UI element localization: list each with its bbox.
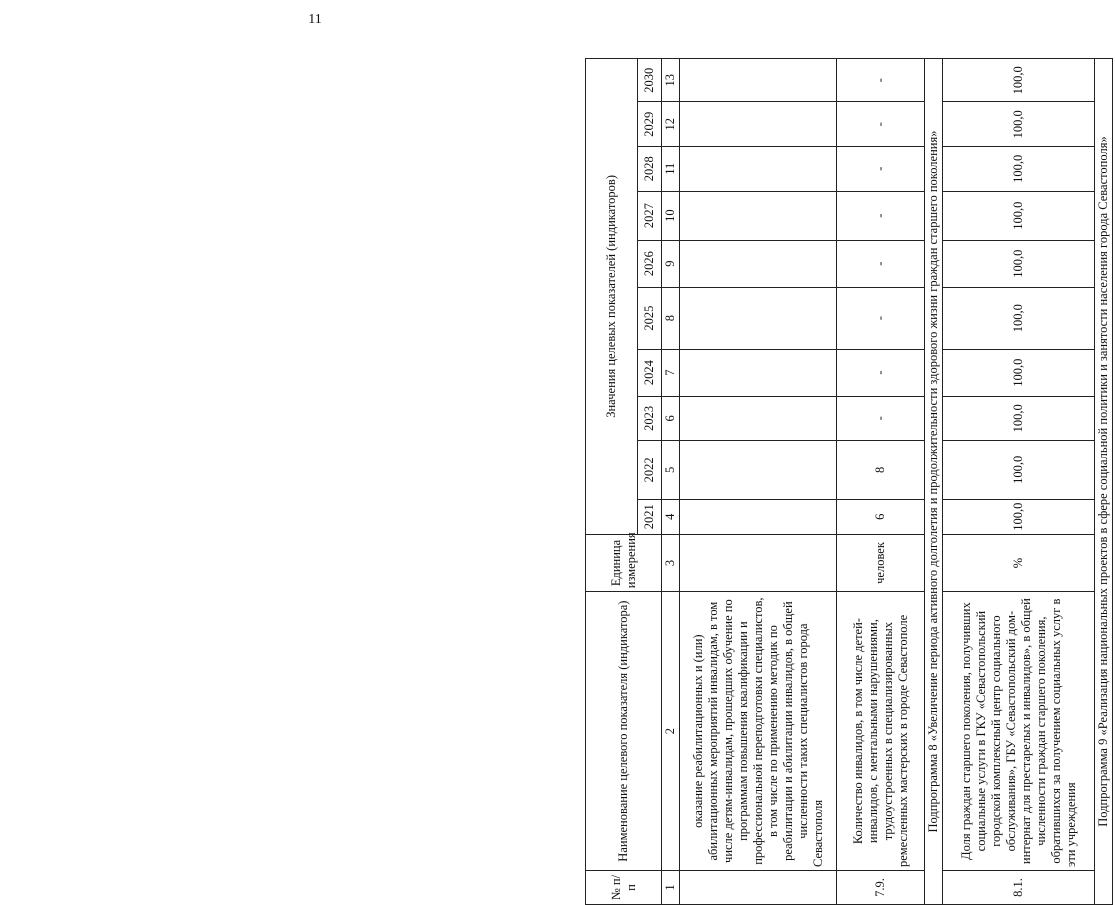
col-number: 2 [662,592,680,871]
col-number: 4 [662,499,680,534]
row-num: 8.1. [943,871,1095,905]
rotated-table-container [585,58,1115,905]
col-number: 5 [662,441,680,500]
row-value: 6 [837,499,925,534]
indicators-table [585,58,1113,905]
row-value [680,147,837,192]
row-value: 100,0 [943,349,1095,396]
row-value: - [837,59,925,103]
row-name: Количество инвалидов, в том числе детей-инвалидов, с ментальными нарушениями, трудоустроенных в специализированных ремесленных мастерских в городе Севастополе [837,592,925,871]
year-cell: 2023 [638,396,662,441]
col-number: 13 [662,59,680,103]
year-cell: 2027 [638,191,662,240]
row-num [680,871,837,905]
section-row [1095,59,1113,905]
row-value: 100,0 [943,396,1095,441]
row-value [680,102,837,147]
header-unit: Единица измерения [586,534,662,591]
row-value: - [837,287,925,349]
row-value: - [837,240,925,287]
row-value [680,191,837,240]
section-title-9: Подпрограмма 9 «Реализация национальных проектов в сфере социальной политики и занятости населения города Севастополя» [1095,59,1113,905]
row-value: 100,0 [943,287,1095,349]
col-number: 7 [662,349,680,396]
row-unit [680,534,837,591]
header-num: № п/п [586,871,662,905]
row-value: 8 [837,441,925,500]
year-cell: 2024 [638,349,662,396]
header-name: Наименование целевого показателя (индикатора) [586,592,662,871]
row-value: 100,0 [943,240,1095,287]
section-title-8: Подпрограмма 8 «Увеличение периода активного долголетия и продолжительности здорового жизни граждан старшего поколения» [925,59,943,905]
year-cell: 2029 [638,102,662,147]
row-value: - [837,147,925,192]
row-value: - [837,396,925,441]
table-row [943,59,1095,905]
year-cell: 2030 [638,59,662,103]
row-value: 100,0 [943,441,1095,500]
year-cell: 2025 [638,287,662,349]
page-number: 11 [308,12,322,27]
year-cell: 2028 [638,147,662,192]
col-number: 11 [662,147,680,192]
header-values: Значения целевых показателей (индикаторов) [586,59,638,535]
column-numbers-row [662,59,680,905]
col-number: 8 [662,287,680,349]
row-value [680,396,837,441]
col-number: 6 [662,396,680,441]
row-num: 7.9. [837,871,925,905]
year-cell: 2026 [638,240,662,287]
row-value: 100,0 [943,499,1095,534]
year-cell: 2021 [638,499,662,534]
row-value: 100,0 [943,102,1095,147]
col-number: 9 [662,240,680,287]
row-name: Доля граждан старшего поколения, получивших социальные услуги в ГКУ «Севастопольский городской комплексный центр социального обслуживания», ГБУ «Севастопольский дом-интернат для престарелых и инвалидов», в общей численности граждан старшего поколения, обратившихся за получением социальных услуг в эти учреждения [943,592,1095,871]
row-value [680,441,837,500]
row-value: 100,0 [943,147,1095,192]
row-value [680,499,837,534]
row-name: оказание реабилитационных и (или) абилитационных мероприятий инвалидам, в том числе детям-инвалидам, прошедших обучение по программам повышения квалификации и профессиональной переподготовки специалистов, в том числе по применению методик по реабилитации и абилитации инвалидов, в общей численности таких специалистов города Севастополя [680,592,837,871]
row-value: - [837,102,925,147]
year-cell: 2022 [638,441,662,500]
table-row [837,59,925,905]
col-number: 12 [662,102,680,147]
row-value [680,59,837,103]
row-value [680,287,837,349]
section-row [925,59,943,905]
row-unit: человек [837,534,925,591]
col-number: 1 [662,871,680,905]
row-value [680,349,837,396]
col-number: 3 [662,534,680,591]
row-value: - [837,349,925,396]
row-value: 100,0 [943,191,1095,240]
table-row [680,59,837,905]
row-value [680,240,837,287]
row-unit: % [943,534,1095,591]
row-value: - [837,191,925,240]
col-number: 10 [662,191,680,240]
row-value: 100,0 [943,59,1095,103]
header-row-1 [586,59,638,905]
